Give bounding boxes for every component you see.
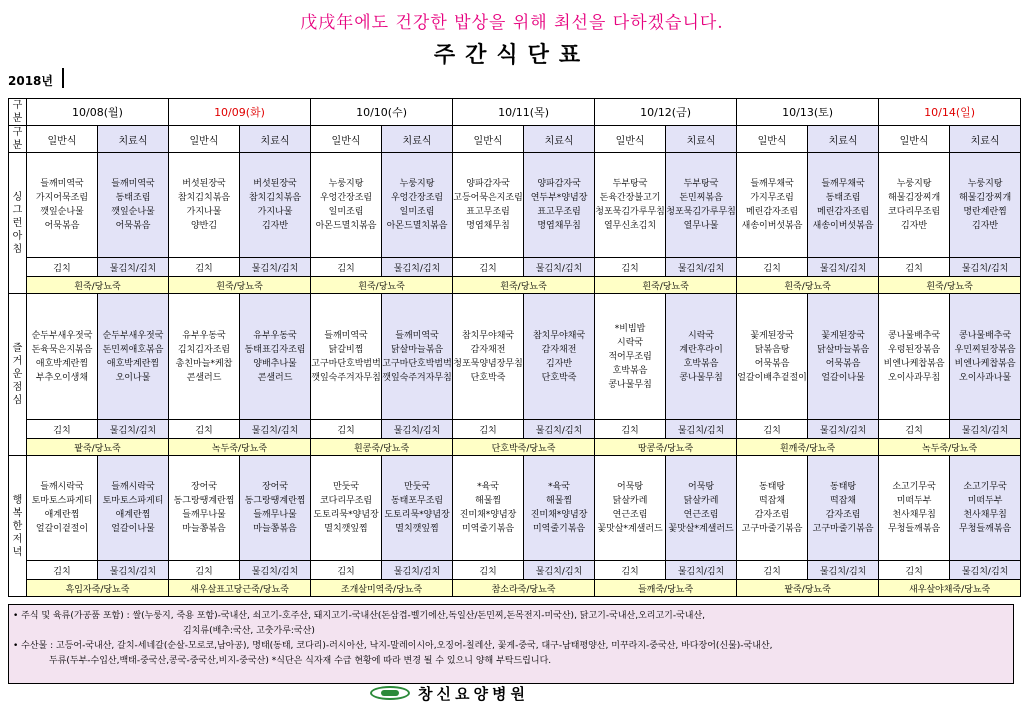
kimchi-cell: 물김치/김치 bbox=[382, 561, 453, 580]
kimchi-cell: 김치 bbox=[453, 561, 524, 580]
kimchi-cell: 물김치/김치 bbox=[950, 420, 1021, 439]
kimchi-cell: 물김치/김치 bbox=[808, 258, 879, 277]
kimchi-cell: 물김치/김치 bbox=[240, 561, 311, 580]
kimchi-cell: 김치 bbox=[879, 561, 950, 580]
kimchi-cell: 김치 bbox=[169, 420, 240, 439]
kimchi-cell: 김치 bbox=[737, 420, 808, 439]
general-diet-header: 일반식 bbox=[169, 126, 240, 153]
therapy-diet-header: 치료식 bbox=[666, 126, 737, 153]
general-menu-cell: 버섯된장국 참치김치볶음 가지나물 양반김 bbox=[169, 153, 240, 258]
therapy-diet-header: 치료식 bbox=[524, 126, 595, 153]
porridge-cell: 팥죽/당뇨죽 bbox=[27, 439, 169, 456]
meal-label: 싱 그 런 아 침 bbox=[9, 153, 27, 294]
kimchi-cell: 김치 bbox=[737, 258, 808, 277]
therapy-menu-cell: 두부탕국 돈민찌볶음 청포묵김가루무침 열무나물 bbox=[666, 153, 737, 258]
porridge-cell: 흰깨죽/당뇨죽 bbox=[737, 439, 879, 456]
kimchi-cell: 김치 bbox=[169, 561, 240, 580]
kimchi-cell: 물김치/김치 bbox=[382, 258, 453, 277]
corner-bottom: 구분 bbox=[9, 126, 27, 153]
day-header: 10/12(금) bbox=[595, 99, 737, 126]
day-header: 10/09(화) bbox=[169, 99, 311, 126]
hospital-logo-icon bbox=[370, 686, 410, 700]
porridge-cell: 녹두죽/당뇨죽 bbox=[879, 439, 1021, 456]
porridge-cell: 단호박죽/당뇨죽 bbox=[453, 439, 595, 456]
kimchi-cell: 김치 bbox=[27, 561, 98, 580]
therapy-menu-cell: 들깨무채국 동태조림 메린감자조림 새송이버섯볶음 bbox=[808, 153, 879, 258]
therapy-menu-cell: 순두부새우젓국 돈민찌애호볶음 애호박계란찜 오이나물 bbox=[98, 294, 169, 420]
general-diet-header: 일반식 bbox=[27, 126, 98, 153]
therapy-menu-cell: 들깨시락국 토마토스파게티 애계란찜 얼갈이나물 bbox=[98, 456, 169, 561]
porridge-cell: 흰죽/당뇨죽 bbox=[311, 277, 453, 294]
day-header: 10/13(토) bbox=[737, 99, 879, 126]
year-divider bbox=[62, 68, 64, 88]
general-menu-cell: 양파감자국 고등어묵은지조림 표고무조림 명엽채무침 bbox=[453, 153, 524, 258]
porridge-cell: 땅콩죽/당뇨죽 bbox=[595, 439, 737, 456]
porridge-cell: 흰죽/당뇨죽 bbox=[27, 277, 169, 294]
porridge-cell: 흰죽/당뇨죽 bbox=[453, 277, 595, 294]
porridge-cell: 녹두죽/당뇨죽 bbox=[169, 439, 311, 456]
therapy-menu-cell: *육국 해물찜 진미채*양념장 미역줄기볶음 bbox=[524, 456, 595, 561]
therapy-diet-header: 치료식 bbox=[808, 126, 879, 153]
therapy-diet-header: 치료식 bbox=[98, 126, 169, 153]
kimchi-cell: 물김치/김치 bbox=[808, 561, 879, 580]
kimchi-cell: 김치 bbox=[311, 561, 382, 580]
origin-line-1: • 주식 및 육류(가공품 포함) : 쌀(누룽지, 죽용 포함)-국내산, 쇠고기-호주산, 돼지고기-국내산(돈삼겹-벨기에산,독일산/돈민찌,돈목전지-미국산), 닭고기-국내산,오리고기-국내산, bbox=[13, 611, 706, 621]
therapy-menu-cell: 어묵탕 닭살카레 연근조림 꽃맛살*계샐러드 bbox=[666, 456, 737, 561]
porridge-cell: 팥죽/당뇨죽 bbox=[737, 580, 879, 597]
porridge-cell: 새우살표고당근죽/당뇨죽 bbox=[169, 580, 311, 597]
general-menu-cell: *육국 해물찜 진미채*양념장 미역줄기볶음 bbox=[453, 456, 524, 561]
kimchi-cell: 물김치/김치 bbox=[666, 420, 737, 439]
kimchi-cell: 김치 bbox=[169, 258, 240, 277]
kimchi-cell: 김치 bbox=[453, 420, 524, 439]
therapy-menu-cell: 유부우동국 동태표김자조림 양배추나물 콘샐러드 bbox=[240, 294, 311, 420]
therapy-menu-cell: 누룽지탕 해물김장찌개 명란계란찜 김자반 bbox=[950, 153, 1021, 258]
year-label: 2018년 bbox=[8, 74, 53, 88]
kimchi-cell: 김치 bbox=[737, 561, 808, 580]
general-menu-cell: 들깨무채국 가지무조림 메린감자조림 새송이버섯볶음 bbox=[737, 153, 808, 258]
kimchi-cell: 물김치/김치 bbox=[950, 561, 1021, 580]
general-menu-cell: 어묵탕 닭살카레 연근조림 꽃맛살*계샐러드 bbox=[595, 456, 666, 561]
kimchi-cell: 김치 bbox=[453, 258, 524, 277]
general-menu-cell: 동태탕 떡잡채 감자조림 고구마줄기볶음 bbox=[737, 456, 808, 561]
corner-top: 구분 bbox=[9, 99, 27, 126]
therapy-menu-cell: 만둣국 동태포무조림 도토리묵*양념장 멸치깻잎찜 bbox=[382, 456, 453, 561]
general-menu-cell: 누룽지탕 해물김장찌개 코다리무조림 김자반 bbox=[879, 153, 950, 258]
kimchi-cell: 김치 bbox=[879, 420, 950, 439]
kimchi-cell: 물김치/김치 bbox=[240, 258, 311, 277]
general-menu-cell: 꽃게된장국 닭볶음탕 어묵볶음 얼갈이배추겉절이 bbox=[737, 294, 808, 420]
kimchi-cell: 물김치/김치 bbox=[382, 420, 453, 439]
kimchi-cell: 김치 bbox=[879, 258, 950, 277]
porridge-cell: 참소라죽/당뇨죽 bbox=[453, 580, 595, 597]
general-menu-cell: 들깨시락국 토마토스파게티 애계란찜 얼갈이겉절이 bbox=[27, 456, 98, 561]
hospital-name: 창신요양병원 bbox=[418, 684, 529, 703]
kimchi-cell: 김치 bbox=[311, 420, 382, 439]
kimchi-cell: 물김치/김치 bbox=[98, 561, 169, 580]
therapy-menu-cell: 콩나물배추국 우민찌된장볶음 비엔나케찹볶음 오이사과나물 bbox=[950, 294, 1021, 420]
kimchi-cell: 물김치/김치 bbox=[524, 420, 595, 439]
therapy-menu-cell: 동태탕 떡잡채 감자조림 고구마줄기볶음 bbox=[808, 456, 879, 561]
general-diet-header: 일반식 bbox=[737, 126, 808, 153]
therapy-diet-header: 치료식 bbox=[382, 126, 453, 153]
kimchi-cell: 물김치/김치 bbox=[240, 420, 311, 439]
porridge-cell: 흰죽/당뇨죽 bbox=[169, 277, 311, 294]
kimchi-cell: 물김치/김치 bbox=[524, 561, 595, 580]
therapy-menu-cell: 꽃게된장국 닭살마늘볶음 어묵볶음 얼갈이나물 bbox=[808, 294, 879, 420]
kimchi-cell: 김치 bbox=[595, 561, 666, 580]
general-menu-cell: 만둣국 코다리무조림 도토리묵*양념장 멸치깻잎찜 bbox=[311, 456, 382, 561]
general-menu-cell: *비빔밥 시락국 적어무조림 호박볶음 콩나물무침 bbox=[595, 294, 666, 420]
origin-line-3: • 수산물 : 고등어-국내산, 갈치-세네갈(순살-모로코,남아공), 명태(동태, 코다리)-러시아산, 낙지-말레이시아,오징어-칠레산, 꽃게-중국, 대구-남태평양산, 미꾸라지-중국산, 바다장어(신물)-국내산, bbox=[13, 641, 773, 651]
kimchi-cell: 김치 bbox=[595, 258, 666, 277]
general-diet-header: 일반식 bbox=[311, 126, 382, 153]
kimchi-cell: 물김치/김치 bbox=[98, 420, 169, 439]
therapy-menu-cell: 장어국 동그랑땡계란찜 들깨무나물 마늘쫑볶음 bbox=[240, 456, 311, 561]
slogan: 戊戌年에도 건강한 밥상을 위해 최선을 다하겠습니다. bbox=[300, 13, 724, 33]
porridge-cell: 흑임자죽/당뇨죽 bbox=[27, 580, 169, 597]
day-header: 10/11(목) bbox=[453, 99, 595, 126]
origin-notice bbox=[8, 604, 1014, 684]
meal-label: 즐 거 운 점 심 bbox=[9, 294, 27, 456]
general-menu-cell: 두부탕국 돈육간장불고기 청포묵김가루무침 열무신초김치 bbox=[595, 153, 666, 258]
general-diet-header: 일반식 bbox=[595, 126, 666, 153]
therapy-menu-cell: 누룽지탕 우엉간장조림 일미조림 아몬드멸치볶음 bbox=[382, 153, 453, 258]
hospital-brand bbox=[370, 684, 630, 702]
porridge-cell: 조개살미역죽/당뇨죽 bbox=[311, 580, 453, 597]
general-menu-cell: 들깨미역국 닭갈비찜 고구마단호박범벅 깻잎숙주겨자무침 bbox=[311, 294, 382, 420]
weekly-menu-table bbox=[8, 98, 1021, 597]
general-menu-cell: 장어국 동그랑땡계란찜 들깨무나물 마늘쫑볶음 bbox=[169, 456, 240, 561]
porridge-cell: 흰죽/당뇨죽 bbox=[879, 277, 1021, 294]
therapy-menu-cell: 시락국 계란후라이 호박볶음 콩나물무침 bbox=[666, 294, 737, 420]
meal-label: 행 복 한 저 녁 bbox=[9, 456, 27, 597]
general-menu-cell: 유부우동국 김치김자조림 총친마늘*케찹 콘샐러드 bbox=[169, 294, 240, 420]
general-menu-cell: 콩나물배추국 우렁된장볶음 비엔나케찹볶음 오이사과무침 bbox=[879, 294, 950, 420]
therapy-menu-cell: 참치무야채국 감자채전 김자반 단호박죽 bbox=[524, 294, 595, 420]
day-header: 10/14(일) bbox=[879, 99, 1021, 126]
origin-line-2: 김치류(배추:국산, 고춧가루:국산) bbox=[183, 626, 315, 636]
kimchi-cell: 물김치/김치 bbox=[524, 258, 595, 277]
porridge-cell: 흰죽/당뇨죽 bbox=[595, 277, 737, 294]
porridge-cell: 들깨죽/당뇨죽 bbox=[595, 580, 737, 597]
porridge-cell: 새우살야채죽/당뇨죽 bbox=[879, 580, 1021, 597]
kimchi-cell: 김치 bbox=[595, 420, 666, 439]
general-menu-cell: 소고기무국 미떠두부 천사채무침 무청들깨볶음 bbox=[879, 456, 950, 561]
general-menu-cell: 순두부새우젓국 돈육묵은지볶음 애호박계란찜 부추오이생채 bbox=[27, 294, 98, 420]
kimchi-cell: 김치 bbox=[27, 258, 98, 277]
therapy-menu-cell: 들깨미역국 동태조림 깻잎순나물 어묵볶음 bbox=[98, 153, 169, 258]
general-diet-header: 일반식 bbox=[879, 126, 950, 153]
therapy-diet-header: 치료식 bbox=[240, 126, 311, 153]
kimchi-cell: 물김치/김치 bbox=[950, 258, 1021, 277]
porridge-cell: 흰콩죽/당뇨죽 bbox=[311, 439, 453, 456]
day-header: 10/10(수) bbox=[311, 99, 453, 126]
kimchi-cell: 물김치/김치 bbox=[666, 561, 737, 580]
therapy-menu-cell: 소고기무국 미떠두부 천사채무침 무청들깨볶음 bbox=[950, 456, 1021, 561]
general-menu-cell: 누룽지탕 우엉간장조림 일미조림 아몬드멸치볶음 bbox=[311, 153, 382, 258]
porridge-cell: 흰죽/당뇨죽 bbox=[737, 277, 879, 294]
page-title: 주간식단표 bbox=[433, 43, 591, 68]
therapy-menu-cell: 들깨미역국 닭살마늘볶음 고구마단호박범벅 깻잎숙주겨자무침 bbox=[382, 294, 453, 420]
kimchi-cell: 물김치/김치 bbox=[808, 420, 879, 439]
kimchi-cell: 물김치/김치 bbox=[98, 258, 169, 277]
therapy-diet-header: 치료식 bbox=[950, 126, 1021, 153]
therapy-menu-cell: 양파감자국 연두부*양념장 표고무조림 명엽채무침 bbox=[524, 153, 595, 258]
kimchi-cell: 김치 bbox=[27, 420, 98, 439]
kimchi-cell: 물김치/김치 bbox=[666, 258, 737, 277]
therapy-menu-cell: 버섯된장국 참치김치볶음 가지나물 김자반 bbox=[240, 153, 311, 258]
origin-line-4: 두류(두부-수입산,백태-중국산,콩국-중국산,비지-중국산) *식단은 식자재 수급 현황에 따라 변경 될 수 있으니 양해 부탁드립니다. bbox=[49, 656, 552, 666]
general-menu-cell: 참치무야채국 감자채전 청포묵양념장무침 단호박죽 bbox=[453, 294, 524, 420]
day-header: 10/08(월) bbox=[27, 99, 169, 126]
general-menu-cell: 들깨미역국 가지어묵조림 깻잎순나물 어묵볶음 bbox=[27, 153, 98, 258]
general-diet-header: 일반식 bbox=[453, 126, 524, 153]
kimchi-cell: 김치 bbox=[311, 258, 382, 277]
